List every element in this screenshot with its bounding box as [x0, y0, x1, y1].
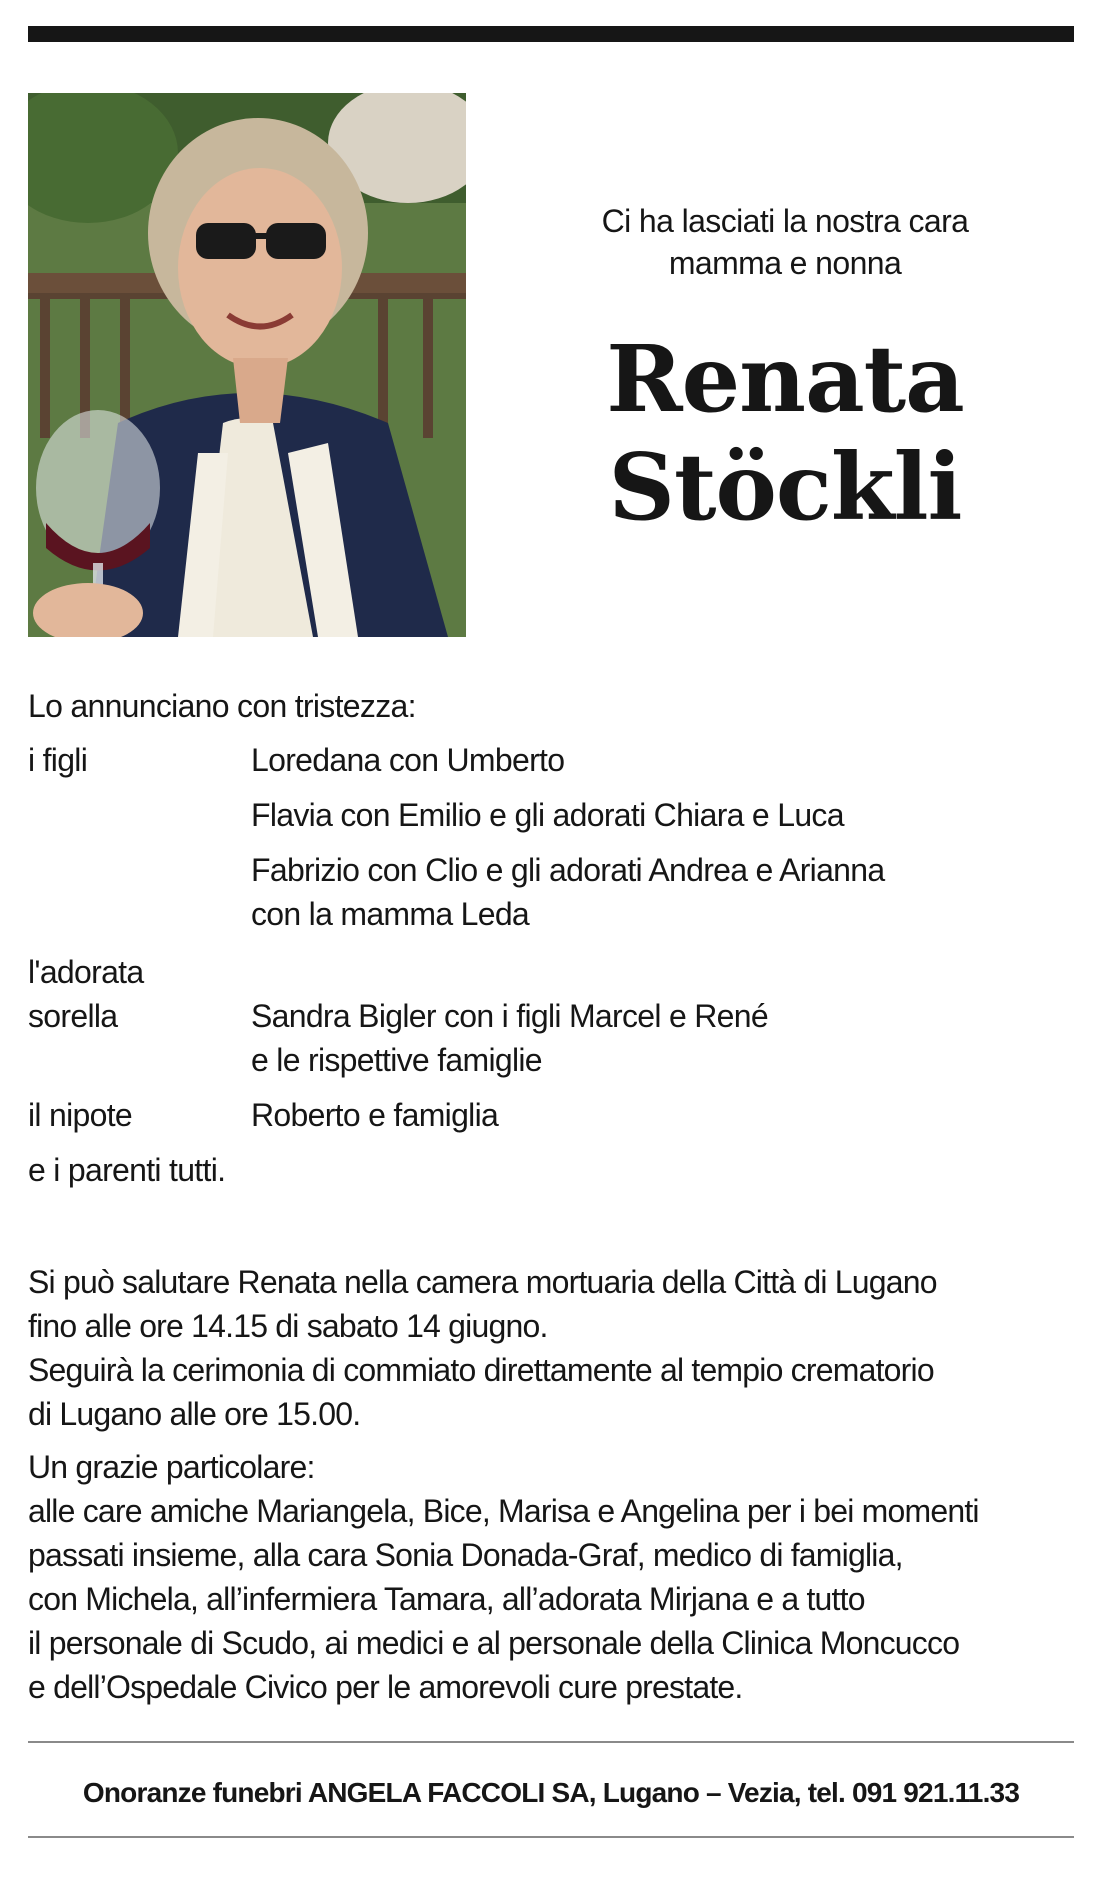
figli-label: i figli	[28, 742, 88, 778]
visitation-line-3: Seguirà la cerimonia di commiato direttamente al tempio crematorio	[28, 1352, 934, 1388]
visitation-paragraph	[28, 1260, 1078, 1436]
thanks-line-3: con Michela, all’infermiera Tamara, all’adorata Mirjana e a tutto	[28, 1581, 865, 1617]
thanks-line-5: e dell’Ospedale Civico per le amorevoli cure prestate.	[28, 1669, 743, 1705]
sorella-label-1: l'adorata	[28, 954, 144, 990]
thanks-heading: Un grazie particolare:	[28, 1449, 315, 1485]
footer-bottom-rule	[28, 1836, 1074, 1838]
figli-item-2: Flavia con Emilio e gli adorati Chiara e Luca	[251, 797, 844, 833]
last-name: Stöckli	[608, 433, 962, 541]
nipote-item: Roberto e famiglia	[251, 1097, 499, 1133]
thanks-line-1: alle care amiche Mariangela, Bice, Marisa e Angelina per i bei momenti	[28, 1493, 979, 1529]
portrait-illustration	[28, 93, 466, 637]
thanks-line-2: passati insieme, alla cara Sonia Donada-Graf, medico di famiglia,	[28, 1537, 903, 1573]
footer-top-rule	[28, 1741, 1074, 1743]
sorella-item-2: e le rispettive famiglie	[251, 1042, 542, 1078]
thanks-line-4: il personale di Scudo, ai medici e al personale della Clinica Moncucco	[28, 1625, 960, 1661]
top-black-rule	[28, 26, 1074, 42]
visitation-line-4: di Lugano alle ore 15.00.	[28, 1396, 361, 1432]
figli-item-3: Fabrizio con Clio e gli adorati Andrea e Arianna	[251, 852, 885, 888]
first-name: Renata	[606, 325, 964, 433]
figli-item-1: Loredana con Umberto	[251, 742, 565, 778]
intro-line-1: Ci ha lasciati la nostra cara	[601, 203, 969, 239]
intro-text	[520, 200, 1050, 284]
announcement-lead: Lo annunciano con tristezza:	[28, 688, 416, 724]
footer-company: ANGELA FACCOLI SA	[307, 1777, 589, 1808]
deceased-name	[520, 325, 1050, 541]
intro-line-2: mamma e nonna	[668, 245, 902, 281]
visitation-line-2: fino alle ore 14.15 di sabato 14 giugno.	[28, 1308, 548, 1344]
sorella-item-1: Sandra Bigler con i figli Marcel e René	[251, 998, 768, 1034]
figli-item-4: con la mamma Leda	[251, 896, 530, 932]
footer-prefix: Onoranze funebri	[82, 1777, 308, 1808]
visitation-line-1: Si può salutare Renata nella camera mortuaria della Città di Lugano	[28, 1264, 937, 1300]
footer-details: , Lugano – Vezia, tel. 091 921.11.33	[588, 1777, 1020, 1808]
sorella-label-2: sorella	[28, 998, 118, 1034]
thanks-paragraph	[28, 1445, 1078, 1709]
nipote-label: il nipote	[28, 1097, 132, 1133]
portrait-photo	[28, 93, 466, 637]
parenti-text: e i parenti tutti.	[28, 1152, 226, 1188]
funeral-home-footer	[28, 1773, 1074, 1813]
